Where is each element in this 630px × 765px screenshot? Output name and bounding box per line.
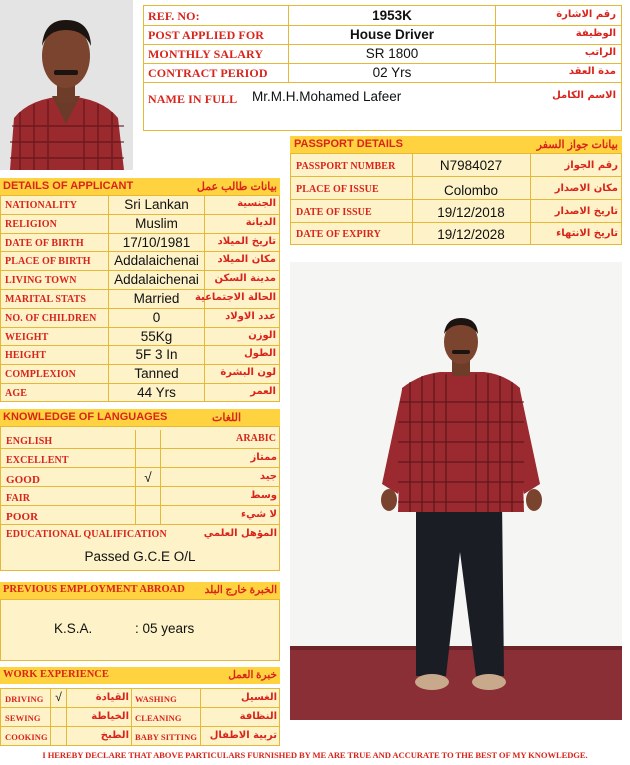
living-town-arabic: مدينة السكن (214, 273, 276, 285)
passport-number-label: PASSPORT NUMBER (296, 161, 396, 172)
lang-fair-arabic: وسط (250, 490, 277, 501)
living-town-label: LIVING TOWN (5, 275, 77, 287)
ref-no-value: 1953K (372, 8, 412, 23)
passport-details-header (290, 136, 622, 153)
languages-header (0, 409, 280, 426)
lang-excellent-label: EXCELLENT (6, 455, 69, 466)
date-of-expiry-label: DATE OF EXPIRY (296, 229, 381, 240)
place-of-birth-label: PLACE OF BIRTH (5, 256, 91, 268)
applicant-details-title-arabic: بيانات طالب عمل (196, 181, 277, 193)
post-applied-value: House Driver (349, 27, 435, 42)
lang-poor-arabic: لا شيء (241, 509, 277, 520)
employment-duration: : 05 years (135, 621, 195, 636)
contract-period-label: CONTRACT PERIOD (148, 66, 268, 80)
complexion-label: COMPLEXION (5, 369, 76, 381)
employment-country: K.S.A. (54, 621, 93, 636)
arabic-column-label: ARABIC (236, 433, 277, 444)
living-town-value: Addalaichenai (114, 272, 199, 288)
washing-arabic: الغسيل (240, 692, 277, 703)
height-arabic: الطول (244, 348, 276, 360)
applicant-photo-full (290, 262, 622, 720)
ref-no-arabic: رقم الاشارة (556, 9, 616, 20)
date-of-expiry-value: 19/12/2028 (437, 227, 505, 242)
date-of-birth-label: DATE OF BIRTH (5, 237, 84, 249)
lang-good-arabic: جيد (259, 471, 277, 482)
driving-label: DRIVING (5, 694, 44, 704)
contract-period-value: 02 Yrs (372, 65, 412, 80)
post-applied-label: POST APPLIED FOR (148, 28, 265, 42)
declaration-text: I HEREBY DECLARE THAT ABOVE PARTICULARS FURNISHED BY ME ARE TRUE AND ACCURATE TO THE BEST OF MY KNOWLEDGE. (42, 750, 588, 760)
ref-no-label: REF. NO: (148, 9, 200, 23)
age-arabic: العمر (250, 386, 276, 397)
place-of-issue-arabic: مكان الاصدار (554, 183, 618, 194)
name-in-full-arabic: الاسم الكامل (552, 90, 616, 101)
lang-poor-label: POOR (6, 511, 39, 523)
place-of-birth-value: Addalaichenai (114, 253, 199, 269)
passport-details-title-arabic: بيانات جواز السفر (536, 139, 618, 151)
date-of-birth-value: 17/10/1981 (122, 234, 191, 250)
languages-title-arabic: اللغات (212, 412, 242, 424)
place-of-issue-label: PLACE OF ISSUE (296, 184, 379, 195)
passport-details-title: PASSPORT DETAILS (294, 138, 403, 150)
employment-header (0, 582, 280, 599)
weight-label: WEIGHT (5, 331, 49, 343)
cleaning-label: CLEANING (135, 713, 182, 723)
religion-label: RELIGION (5, 218, 57, 230)
lang-fair-label: FAIR (6, 493, 31, 504)
educational-qualification-value: Passed G.C.E O/L (84, 549, 196, 564)
post-applied-arabic: الوظيفة (575, 28, 616, 39)
lang-excellent-arabic: ممتاز (250, 452, 277, 463)
educational-qualification-arabic: المؤهل العلمي (203, 528, 277, 539)
marital-stats-value: Married (133, 291, 180, 306)
nationality-arabic: الجنسية (237, 198, 276, 209)
person-portrait-icon (0, 0, 133, 170)
complexion-arabic: لون البشرة (220, 367, 276, 379)
passport-number-value: N7984027 (439, 158, 503, 173)
employment-title: PREVIOUS EMPLOYMENT ABROAD (3, 584, 185, 595)
sewing-label: SEWING (5, 713, 41, 723)
work-experience-title-arabic: خبرة العمل (228, 670, 277, 681)
weight-arabic: الوزن (248, 329, 276, 341)
date-of-issue-label: DATE OF ISSUE (296, 207, 372, 218)
employment-title-arabic: الخبرة خارج البلد (204, 585, 277, 596)
person-full-body-icon (290, 262, 622, 720)
no-of-children-arabic: عدد الاولاد (225, 310, 276, 322)
religion-arabic: الديانة (245, 216, 276, 228)
religion-value: Muslim (135, 215, 178, 231)
english-column-label: ENGLISH (6, 436, 53, 447)
date-of-issue-value: 19/12/2018 (437, 205, 505, 220)
height-value: 5F 3 In (135, 347, 178, 363)
sewing-arabic: الخياطة (91, 711, 129, 722)
baby-sitting-arabic: تربية الاطفال (209, 730, 277, 741)
date-of-expiry-arabic: تاريخ الانتهاء (556, 228, 618, 239)
age-value: 44 Yrs (137, 385, 176, 400)
baby-sitting-label: BABY SITTING (135, 732, 198, 742)
applicant-details-header (0, 178, 280, 195)
monthly-salary-value: SR 1800 (365, 46, 419, 61)
cooking-arabic: الطبخ (100, 730, 129, 741)
marital-stats-arabic: الحالة الاجتماعية (194, 292, 276, 303)
date-of-birth-arabic: تاريخ الميلاد (217, 235, 276, 247)
complexion-value: Tanned (134, 366, 179, 382)
washing-label: WASHING (135, 694, 177, 704)
applicant-photo-small (0, 0, 133, 170)
place-of-issue-value: Colombo (443, 183, 499, 198)
no-of-children-label: NO. OF CHILDREN (5, 312, 97, 324)
age-label: AGE (5, 388, 27, 399)
monthly-salary-label: MONTHLY SALARY (148, 47, 264, 61)
driving-mark: √ (55, 690, 62, 704)
date-of-issue-arabic: تاريخ الاصدار (554, 206, 618, 217)
marital-stats-label: MARITAL STATS (5, 294, 87, 305)
languages-title: KNOWLEDGE OF LANGUAGES (3, 411, 168, 423)
nationality-value: Sri Lankan (124, 197, 189, 212)
weight-value: 55Kg (140, 328, 173, 344)
contract-period-arabic: مدة العقد (568, 66, 616, 77)
height-label: HEIGHT (5, 350, 47, 362)
cooking-label: COOKING (5, 732, 48, 742)
no-of-children-value: 0 (152, 309, 161, 325)
passport-number-arabic: رقم الجواز (564, 160, 618, 171)
nationality-label: NATIONALITY (5, 200, 78, 211)
cleaning-arabic: النظافة (239, 711, 277, 722)
place-of-birth-arabic: مكان الميلاد (217, 254, 276, 266)
lang-good-label: GOOD (6, 474, 41, 486)
monthly-salary-arabic: الراتب (584, 47, 616, 58)
work-experience-title: WORK EXPERIENCE (3, 669, 109, 680)
educational-qualification-label: EDUCATIONAL QUALIFICATION (6, 529, 167, 540)
driving-arabic: القيادة (95, 692, 129, 703)
name-in-full-label: NAME IN FULL (148, 92, 238, 106)
applicant-details-title: DETAILS OF APPLICANT (3, 180, 134, 192)
work-experience-header (0, 667, 280, 684)
name-in-full-value: Mr.M.H.Mohamed Lafeer (252, 89, 402, 104)
lang-good-arabic-mark: √ (144, 470, 152, 485)
